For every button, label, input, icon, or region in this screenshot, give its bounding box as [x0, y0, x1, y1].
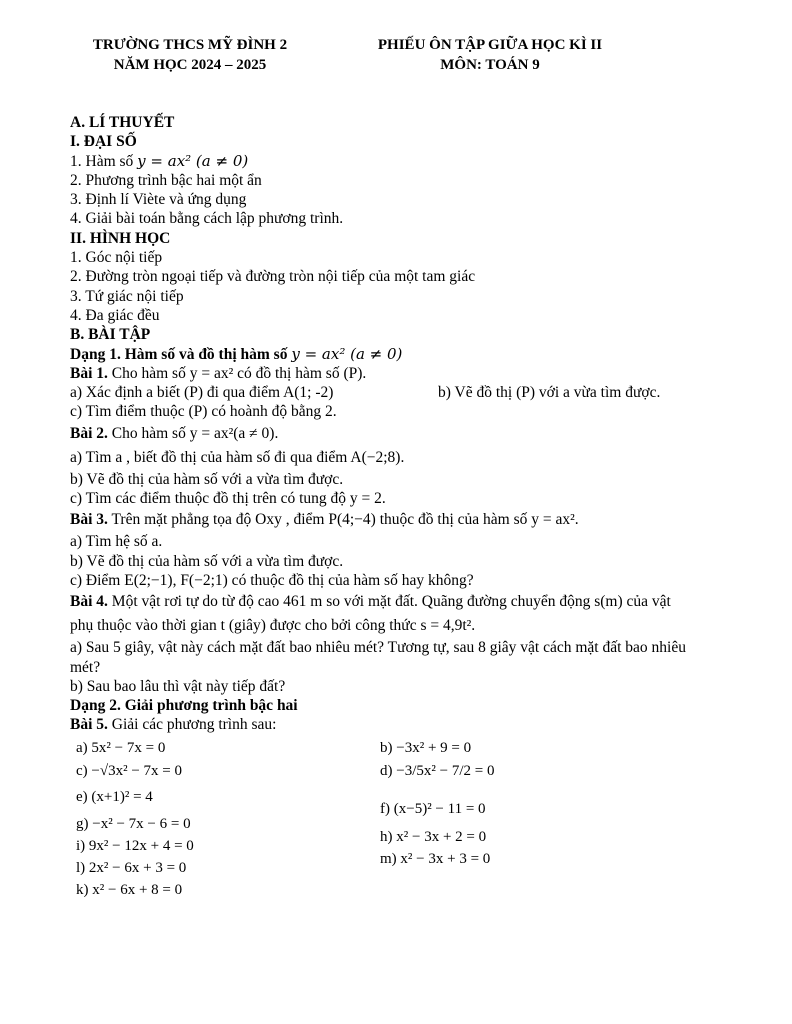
equation-b: b) −3x² + 9 = 0	[380, 739, 472, 756]
algebra-item-1: 1. Hàm số y = ax² (a ≠ 0)	[70, 151, 249, 170]
bai4-statement-line2: phụ thuộc vào thời gian t (giây) được cho bởi công thức s = 4,9t².	[70, 617, 476, 635]
bai3-part-b: b) Vẽ đồ thị của hàm số với a vừa tìm được.	[70, 552, 344, 570]
function-formula: y = ax² (a ≠ 0)	[137, 151, 249, 170]
exercises-heading: B. BÀI TẬP	[70, 326, 151, 344]
bai4-part-b: b) Sau bao lâu thì vật này tiếp đất?	[70, 677, 286, 695]
equation-g: g) −x² − 7x − 6 = 0	[76, 815, 191, 832]
bai1-parts-ab	[70, 383, 750, 402]
geometry-heading: II. HÌNH HỌC	[70, 229, 171, 247]
bai4-statement-line1: Bài 4. Một vật rơi tự do từ độ cao 461 m so với mặt đất. Quãng đường chuyển động s(m) của vật	[70, 593, 671, 611]
equation-k: k) x² − 6x + 8 = 0	[76, 881, 183, 898]
bai4-part-a-line1: a) Sau 5 giây, vật này cách mặt đất bao nhiêu mét? Tương tự, sau 8 giây vật cách mặt đất bao nhiêu	[70, 639, 686, 657]
algebra-item-2: 2. Phương trình bậc hai một ẩn	[70, 171, 262, 189]
bai5-equation-grid	[70, 735, 750, 898]
geometry-item-1: 1. Góc nội tiếp	[70, 249, 163, 267]
title-block	[350, 36, 630, 76]
bai2-part-a: a) Tìm a , biết đồ thị của hàm số đi qua điểm A(−2;8).	[70, 448, 405, 466]
theory-heading: A. LÍ THUYẾT	[70, 114, 175, 131]
equation-l: l) 2x² − 6x + 3 = 0	[76, 859, 187, 876]
document-header	[0, 36, 792, 76]
equation-h: h) x² − 3x + 2 = 0	[380, 828, 487, 845]
school-name: TRƯỜNG THCS MỸ ĐÌNH 2	[92, 37, 288, 53]
algebra-heading: I. ĐẠI SỐ	[70, 133, 137, 151]
geometry-item-2: 2. Đường tròn ngoại tiếp và đường tròn nội tiếp của một tam giác	[70, 268, 476, 286]
type2-heading: Dạng 2. Giải phương trình bậc hai	[70, 697, 298, 715]
document-body	[70, 113, 750, 898]
document-title: PHIẾU ÔN TẬP GIỮA HỌC KÌ II	[377, 37, 603, 53]
bai2-part-b: b) Vẽ đồ thị của hàm số với a vừa tìm được.	[70, 470, 344, 488]
equation-c: c) −√3x² − 7x = 0	[76, 762, 183, 779]
school-year: NĂM HỌC 2024 – 2025	[113, 57, 267, 73]
geometry-item-3: 3. Tứ giác nội tiếp	[70, 287, 184, 305]
bai3-part-a: a) Tìm hệ số a.	[70, 533, 163, 551]
bai1-part-a: a) Xác định a biết (P) đi qua điểm A(1; -2)	[70, 384, 334, 402]
equation-f: f) (x−5)² − 11 = 0	[380, 800, 486, 817]
geometry-item-4: 4. Đa giác đều	[70, 306, 160, 324]
bai5-statement: Bài 5. Giải các phương trình sau:	[70, 716, 277, 734]
equation-i: i) 9x² − 12x + 4 = 0	[76, 837, 194, 854]
bai3-statement: Bài 3. Trên mặt phẳng tọa độ Oxy , điểm P(4;−4) thuộc đồ thị của hàm số y = ax².	[70, 511, 579, 529]
bai1-part-c: c) Tìm điểm thuộc (P) có hoành độ bằng 2.	[70, 403, 337, 421]
school-block	[70, 36, 310, 76]
equation-a: a) 5x² − 7x = 0	[76, 739, 166, 756]
algebra-item-3: 3. Định lí Viète và ứng dụng	[70, 191, 247, 209]
equation-d: d) −3/5x² − 7/2 = 0	[380, 762, 495, 779]
algebra-item-4: 4. Giải bài toán bằng cách lập phương trình.	[70, 210, 344, 228]
bai4-part-a-line2: mét?	[70, 658, 101, 676]
bai1-statement: Bài 1. Cho hàm số y = ax² có đồ thị hàm số (P).	[70, 364, 367, 382]
subject: MÔN: TOÁN 9	[440, 57, 540, 73]
type1-formula: y = ax² (a ≠ 0)	[291, 344, 403, 363]
bai1-part-b: b) Vẽ đồ thị (P) với a vừa tìm được.	[438, 384, 661, 402]
equation-m: m) x² − 3x + 3 = 0	[380, 850, 491, 867]
type1-heading: Dạng 1. Hàm số và đồ thị hàm số y = ax² (a ≠ 0)	[70, 344, 403, 363]
bai3-part-c: c) Điểm E(2;−1), F(−2;1) có thuộc đồ thị của hàm số hay không?	[70, 571, 474, 589]
equation-e: e) (x+1)² = 4	[76, 788, 153, 805]
bai2-part-c: c) Tìm các điểm thuộc đồ thị trên có tung độ y = 2.	[70, 490, 386, 508]
bai2-statement: Bài 2. Cho hàm số y = ax²(a ≠ 0).	[70, 424, 279, 442]
